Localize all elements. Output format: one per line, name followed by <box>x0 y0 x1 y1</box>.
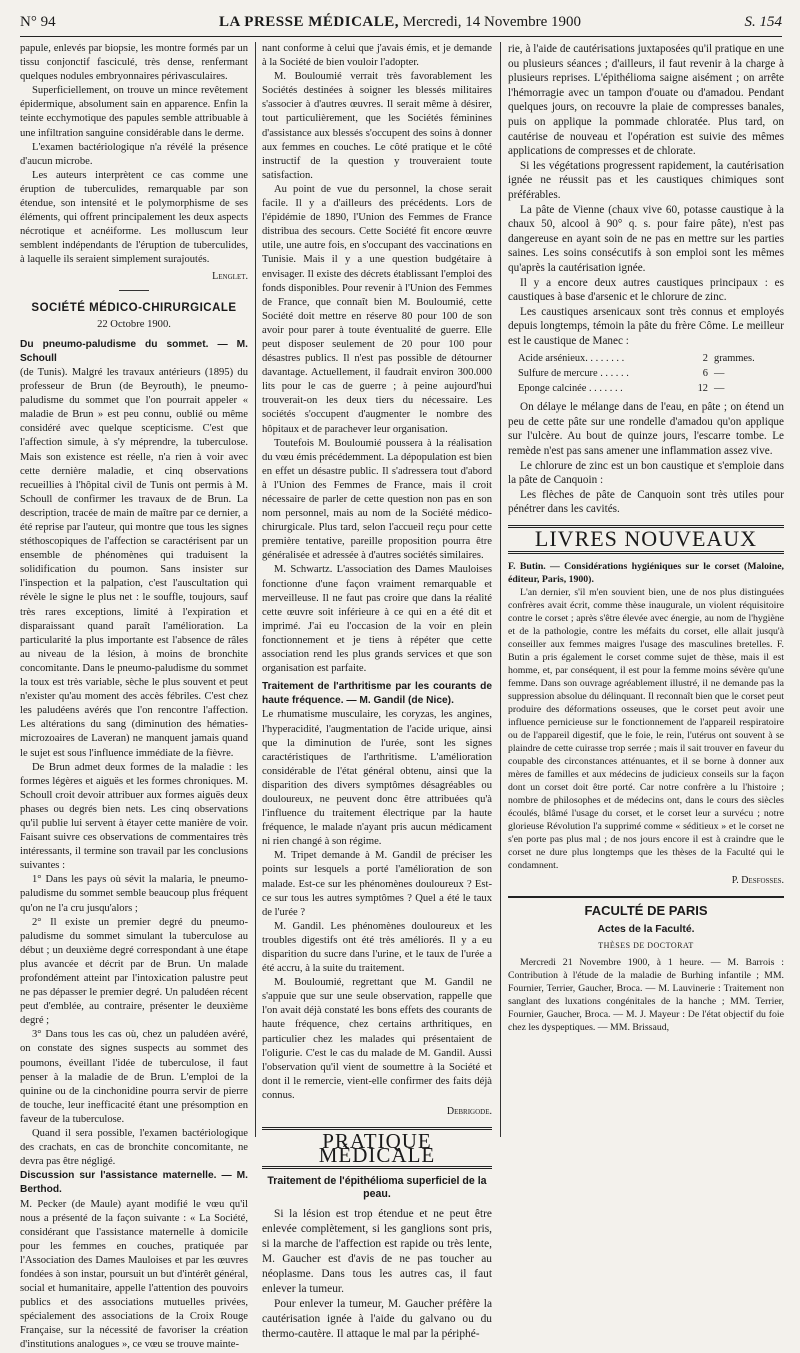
paragraph: 3° Dans tous les cas où, chez un paludéen avéré, on constate des signes suspects au sommet des poumons, éveillant l'idée de tuberculose, il faut penser à la maladie de de Brun. L'emploi de la quinine ou de la cinchonidine pourra servir de pierre de touche, leur inefficacité étant une présomption en faveur de la tuberculose. <box>20 1029 248 1125</box>
article-title: Traitement de l'épithélioma superficiel de la peau. <box>267 1175 487 1201</box>
paragraph: Le rhumatisme musculaire, les coryzas, les angines, l'hyperacidité, l'augmentation de l'acide urique, ainsi que la diminution de l'urée, sont les signes caractéristiques de l'arthritisme. L'amélioration considérable de l'état général obtenu, ainsi que la disparition des divers symptômes désagréables ou douloureux, ne peuvent donc être attribuées qu'à l'influence du traitement électrique par la haute fréquence, le malade n'ayant pris aucun médicament ni rien changé à son régime. <box>262 709 492 848</box>
short-rule <box>119 290 149 291</box>
section-title: PRATIQUE MÉDICALE <box>262 1127 492 1169</box>
paragraph: M. Gandil. Les phénomènes douloureux et les troubles digestifs ont été très améliorés. Il y a eu disparition du sucre dans l'urine, et le taux de l'urée a été accru, à la suite du traitement. <box>262 920 492 975</box>
paragraph: Superficiellement, on trouve un mince revêtement épidermique, absolument sain en apparence. Enfin la teinte ecchymotique des papules semble attribuable à une infiltration sanguine considérable dans le derme. <box>20 85 248 139</box>
paragraph: (de Tunis). Malgré les travaux antérieurs (1895) du professeur de Brun (de Beyrouth), le pneumo-paludisme du sommet que l'on pourrait appeler « maladie de Brun » est peu connu, oublié ou même considéré avec quelque scepticisme. C'est que l'affection simule, à s'y méprendre, la tuberculose. Mais son existence est réelle, n'a rien à voir avec cette dernière maladie, et cinq observations recueillies à l'hôpital civil de Tunis ont permis à M. Schoull de confirmer les travaux de de Brun. La description, tracée de main de maître par ce dernier, a été reprise par l'auteur, qui montre que tous les signes stéthoscopiques de l'affection se caractérisent par un ensemble de phénomènes qui traduisent la solidification du poumon. Sans insister sur l'inspection et la palpation, c'est l'auscultation qui révèle le signe le plus net : le souffle, toujours, sauf très rares exceptions, limité à l'expiration et disparaissant quand paraît l'amélioration. La particularité la plus importante est l'absence de râles au niveau de la lésion, à moins de bronchite concomitante. Dans le pneumo-paludisme du sommet la toux est très variable, sèche le plus souvent et peut n'exister qu'au moment des accès fébriles. C'est chez les paludéens avérés que l'on rencontre l'affection. Les altérations du sang (diminution des hématies-microzoaires de Laveran) ne manquent jamais quand le sujet est sous l'influence immédiate de la fièvre. <box>20 366 248 759</box>
paragraph: M. Pecker (de Maule) ayant modifié le vœu qu'il nous a présenté de la façon suivante : « La Société, considérant que l'assistance maternelle à domicile pour les femmes en couches, pratiquée par l'Association des Dames Mauloises et par les œuvres fondées à son instar, poursuit un but d'intérêt général, social et humanitaire, appelle l'attention des pouvoirs publics et des associations mutuelles privées, spécialement des associations de la Croix Rouge Française, sur la nécessité de favoriser la création d'institutions analogues », ce vœu se trouve mainte- <box>20 1198 248 1351</box>
recipe-item: Sulfure de mercure . . . . . . 6 — <box>518 368 725 380</box>
paragraph: Quand il sera possible, l'examen bactériologique des crachats, en cas de bronchite concomitante, ne devra pas être négligé. <box>20 1128 248 1168</box>
page-number: N° 94 <box>20 14 56 30</box>
paragraph: M. Bouloumié verrait très favorablement les Sociétés destinées à soigner les blessés militaires s'associer à d'autres œuvres. Il serait même à désirer, tout particulièrement, que les Sociétés féminines d'assistance aux blessés s'occupent des soins à donner aux femmes en couches. Le côté pratique et le côté instructif de la question y trouveraient toute satisfaction. <box>262 71 492 181</box>
column-divider <box>255 42 256 1137</box>
paragraph: Toutefois M. Bouloumié poussera à la réalisation du vœu émis précédemment. La dépopulation est bien en effet un désastre public. Il s'adressera tout d'abord à l'Union des Femmes de France, mais il croit nécessaire de parler de cette question non pas en son nom personnel, mais au nom de la Société médico-chirurgicale. Plus tard, selon l'accueil reçu pour cette première tentative, pareille proposition pourra être généralisée et adressée à d'autres sociétés similaires. <box>262 437 492 562</box>
signature: P. Desfosses. <box>731 874 784 886</box>
paragraph: papule, enlevés par biopsie, les montre formés par un tissu conjonctif fasciculé, très dense, renfermant quelques nodules embryonnaires périvasculaires. <box>20 43 248 83</box>
paragraph: rie, à l'aide de cautérisations juxtaposées qu'il pratique en une ou plusieurs séances ; d'ailleurs, il faut revenir à la charge à plusieurs reprises. L'épithélioma saigne aisément ; on arrête l'hémorragie avec un tampon d'ouate ou d'amadou. Pendant quelques jours, on recouvre la plaie de compresses banales, puis on applique la pommade chloratée. Plus tard, on cautérise de nouveau et l'opération est suivie des mêmes applications de compresses et de chlorate. <box>508 43 784 158</box>
signature: Debrigode. <box>446 1106 492 1118</box>
column-divider <box>500 42 501 1137</box>
paragraph: 1° Dans les pays où sévit la malaria, le pneumo-paludisme du sommet semble beaucoup plus fréquent qu'on ne l'a cru jusqu'alors ; <box>20 874 248 914</box>
paragraph: La pâte de Vienne (chaux vive 60, potasse caustique à la chaux 50, alcool à 90° q. s. pour faire pâte), n'est pas dangereuse en ayant soin de ne pas en mettre sur les parties saines. Les soins consécutifs à son emploi sont les mêmes qu'après la cautérisation ignée. <box>508 203 784 274</box>
masthead-rule <box>20 36 782 37</box>
paragraph: De Brun admet deux formes de la maladie : les formes légères et aiguës et les formes chroniques. M. Schoull croit devoir attribuer aux formes aiguës deux phases ou degrés bien nets. Les cinq observations qu'il publie lui servent à étayer cette manière de voir. Faisant suivre ces observations de commentaires très intéressants, il termine son travail par les conclusions suivantes : <box>20 761 248 872</box>
sheet-number: S. 154 <box>744 14 782 30</box>
section-title: SOCIÉTÉ MÉDICO-CHIRURGICALE <box>31 301 237 314</box>
paragraph: Les auteurs interprètent ce cas comme une éruption de tuberculides, remarquable par son étendue, son intensité et le polymorphisme de ses éléments, qui offrent principalement les deux aspects nécrotique et acnéiforme. Les molluscum leur semblent indépendants de l'éruption de tuberculides, à laquelle ils seraient simplement surajoutés. <box>20 169 248 266</box>
signature: Lenglet. <box>212 270 248 282</box>
recipe-item: Acide arsénieux. . . . . . . . 2 grammes. <box>518 353 755 365</box>
paragraph: Les caustiques arsenicaux sont très connus et employés depuis longtemps, témoin la pâte du frère Côme. Le meilleur est le caustique de Manec : <box>508 305 784 347</box>
paragraph: Pour enlever la tumeur, M. Gaucher préfère la cautérisation ignée à l'aide du galvano ou du thermo-cautère. Il attaque le mal par la périphé- <box>262 1298 492 1341</box>
section-title: LIVRES NOUVEAUX <box>508 525 784 554</box>
item-heading: Traitement de l'arthritisme par les courants de haute fréquence. — M. Gandil (de Nice). <box>262 681 492 707</box>
section-title: FACULTÉ DE PARIS <box>508 896 784 919</box>
section-date: 22 Octobre 1900. <box>97 318 171 330</box>
paragraph: Si la lésion est trop étendue et ne peut être enlevée complètement, si les ganglions sont pris, si la marche de l'affection est rapide ou très lente, M. Gaucher est d'avis de ne pas toucher au néoplasme. Dans tous les autres cas, il faut enlever la tumeur. <box>262 1208 492 1296</box>
subsection-label: THÈSES DE DOCTORAT <box>598 941 694 951</box>
book-heading: F. Butin. — Considérations hygiéniques sur le corset (Maloine, éditeur, Paris, 1900). <box>508 560 784 585</box>
publication-title: LA PRESSE MÉDICALE, <box>219 14 400 30</box>
paragraph: Mercredi 21 Novembre 1900, à 1 heure. — M. Barrois : Contribution à l'étude de la maladie de Burhing infantile ; MM. Fournier, Terrier, Gaucher, Broca. — M. Lauvinerie : Traitement non sanglant des luxations congénitales de la hanche ; MM. Terrier, Fournier, Gaucher, Broca. — M. J. Mayeur : De l'état objectif du foie chez les dyspeptiques. — MM. Brissaud, <box>508 956 784 1033</box>
recipe-list <box>518 352 784 396</box>
paragraph: M. Tripet demande à M. Gandil de préciser les points sur lesquels a porté l'amélioration de son malade. Est-ce sur les phénomènes douloureux ? Est-ce sur tous les autres symptômes ? Quel a été le taux de l'urée ? <box>262 850 492 918</box>
paragraph: M. Schwartz. L'association des Dames Mauloises fonctionne d'une façon vraiment remarquable et merveilleuse. Il ne faut pas croire que dans la réalité cette œuvre soit inférieure à ce qui en a été dit et imprimé. J'ai eu l'occasion de la voir en plein fonctionnement et je tiens à répéter que cette association rend les plus grands services et que son organisation est parfaite. <box>262 564 492 675</box>
issue-date: Mercredi, 14 Novembre 1900 <box>402 14 582 30</box>
paragraph: L'examen bactériologique n'a révélé la présence d'aucun microbe. <box>20 141 248 167</box>
paragraph: Si les végétations progressent rapidement, la cautérisation ignée ne réussit pas et les caustiques chimiques sont préférables. <box>508 159 784 201</box>
paragraph: Il y a encore deux autres caustiques principaux : es caustiques à base d'arsenic et le chlorure de zinc. <box>508 276 784 304</box>
column-2 <box>262 42 492 1341</box>
paragraph: L'an dernier, s'il m'en souvient bien, une de nos plus distinguées confrères avait écrit, comme thèse inaugurale, un violent réquisitoire contre le corset ; après s'être élevée avec énergie, au nom de l'hygiène et de la pathologie, contre les méfaits du corset, elle allait jusqu'à conseiller aux femmes maigres l'usage des masculines bretelles. F. Butin a pris également le corset comme sujet de thèse, mais il est homme, et, par conséquent, il est pour la femme moins sévère qu'une femme. Dans son ouvrage agréablement illustré, il ne demande pas la suppression absolue du délinquant. Il reconnaît bien que le corset peut produire des déformations osseuses, que le corset peut avoir une influence pernicieuse sur le fonctionnement de l'appareil respiratoire ou de l'appareil digestif, que le foie, le rein, l'utérus ont souvent à se plaindre de cette cuirasse trop serrée ; mais il sait trouver en faveur du coupable des circonstances atténuantes, et il se borne à donner aux mères de familles et aux médecins de judicieux conseils sur la façon dont un corset doit être porté. Car notre confrère a lu l'histoire ; nombre de philosophes et de médecins ont, dans le cours des siècles écoulés, blâmé l'usage du corset, et le corset leur a survécu ; notre glorieuse Révolution l'a supprimé comme « séditieux » et le corset ne s'en porte pas plus mal ; de nos jours encore il est à craindre que le corset ne dure plus longtemps que les thèses de la Faculté qui le condamnent. <box>508 586 784 871</box>
paragraph: Les flèches de pâte de Canquoin sont très utiles pour pénétrer dans les cavités. <box>508 488 784 516</box>
paragraph: Au point de vue du personnel, la chose serait facile. Il y a d'ailleurs des précédents. Lors de l'épidémie de 1890, l'Union des Femmes de France distribua des secours. Cette Société fit encore œuvre utile, une autre fois, en s'occupant des vaccinations en Tunisie. Mais il y a une question budgétaire à envisager. Il existe des décrets établissant l'emploi des fonds disponibles. Pour revenir à l'Union des Femmes de France, que connaît bien M. Bouloumié, cette Société doit mettre en réserve 80 pour 100 de son avoir pour parer à toute éventualité de guerre. Elle peut disposer seulement de 20 pour 100 pour désastres publics. Il n'est pas possible de détourner davantage. Actuellement, il faudrait environ 300.000 lits pour le cas de guerre ; à peine aujourd'hui trouverait-on les deux tiers du nécessaire. Les sociétés s'occupent d'augmenter le nombre des hôpitaux et de parachever leur organisation. <box>262 183 492 435</box>
column-1 <box>20 42 248 1351</box>
column-3 <box>508 42 784 1137</box>
recipe-item: Eponge calcinée . . . . . . . 12 — <box>518 382 725 394</box>
paragraph: Le chlorure de zinc est un bon caustique et s'emploie dans la pâte de Canquoin : <box>508 459 784 487</box>
paragraph: On délaye le mélange dans de l'eau, en pâte ; on étend un peu de cette pâte sur une rondelle d'amadou qu'on applique sur l'ulcère. Au bout de quinze jours, l'escarre tombe. Le remède n'est pas sans amener une inflammation assez vive. <box>508 401 784 458</box>
paragraph: 2° Il existe un premier degré du pneumo-paludisme du sommet simulant la tuberculose au début ; un deuxième degré correspondant à une étape plus avancée et décrit par de Brun. Un malade profondément atteint par l'intoxication palustre peut ne pas dépasser le premier degré. Un paludéen récent peut d'emblée, au contraire, présenter le deuxième degré ; <box>20 916 248 1027</box>
item-heading: Discussion sur l'assistance maternelle. — M. Berthod. <box>20 1170 248 1196</box>
item-heading: Du pneumo-paludisme du sommet. — M. Schoull <box>20 338 248 364</box>
paragraph: M. Bouloumié, regrettant que M. Gandil ne s'appuie que sur une seule observation, rappelle que l'on avait déjà constaté les bons effets des courants de haute fréquence, chez certains arthritiques, en particulier chez les malades qui présentaient de l'oligurie. C'est le cas du malade de M. Gandil. Aussi l'observation qu'il vient de soumettre à la Société et dont il le remercie, vient-elle confirmer des faits déjà connus. <box>262 977 492 1101</box>
masthead <box>20 14 782 34</box>
paragraph: nant conforme à celui que j'avais émis, et je demande à la Société de bien vouloir l'adopter. <box>262 43 492 69</box>
subsection-title: Actes de la Faculté. <box>597 923 695 935</box>
